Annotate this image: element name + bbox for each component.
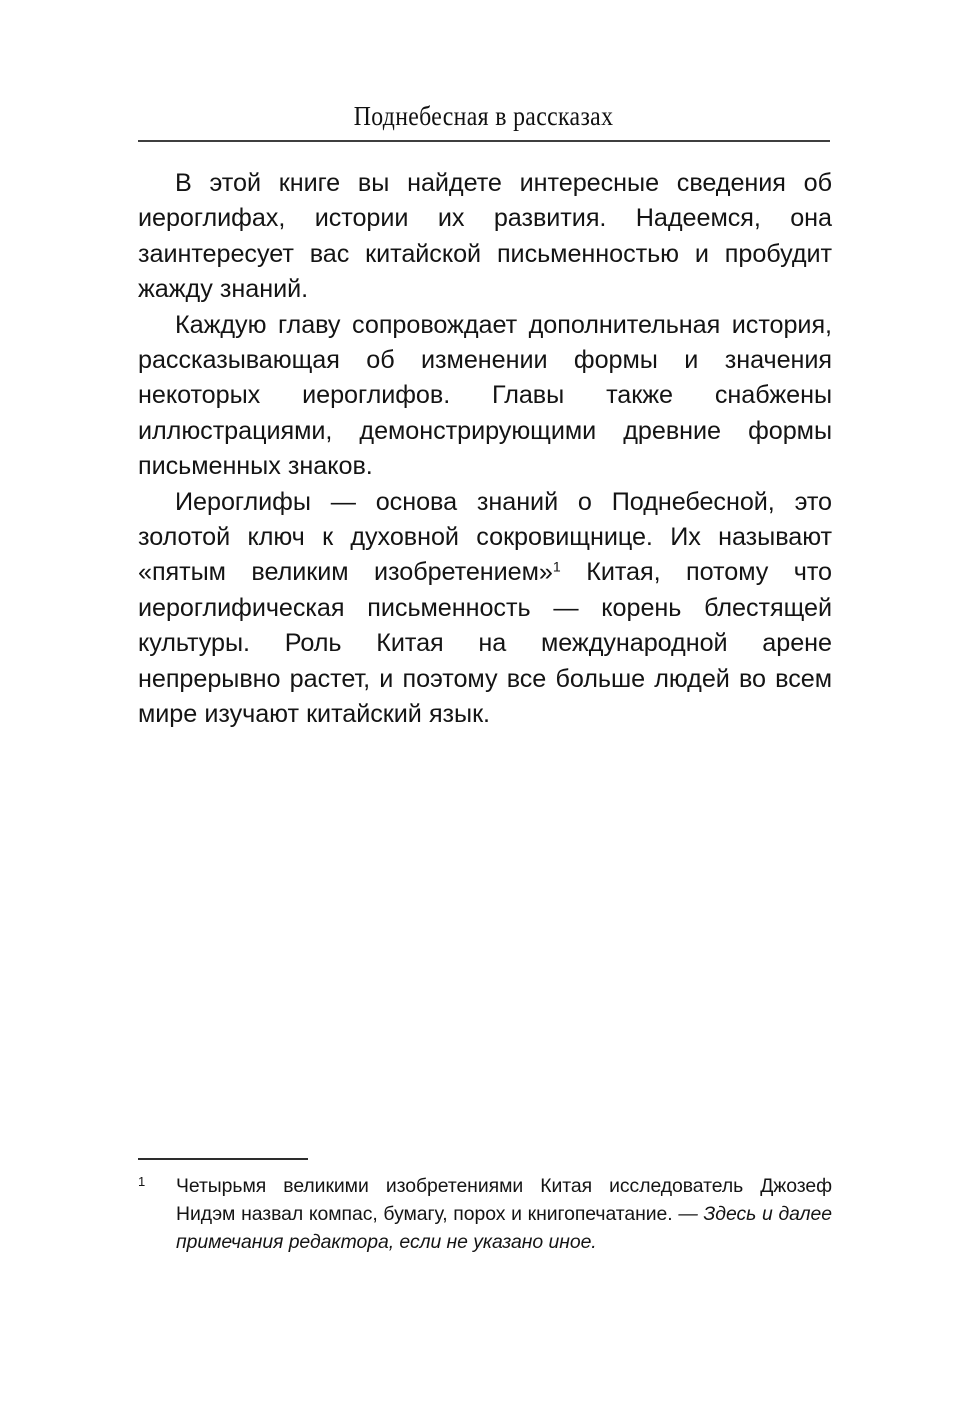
footnote-number: 1 xyxy=(138,1174,146,1189)
footnote-body-italic: — Здесь и далее примечания редактора, если не указано иное. xyxy=(176,1203,833,1253)
footnote-separator-rule xyxy=(138,1158,308,1160)
footnote-block xyxy=(138,1158,832,1256)
running-head-rule xyxy=(138,140,830,142)
footnote-body-plain: Четырьмя великими изобретениями Китая исследователь Джозеф Нидэм назвал компас, бумагу, порох и книгопечатание. xyxy=(176,1175,832,1225)
footnote-text xyxy=(138,1172,832,1256)
body-paragraph-2: Каждую главу сопровождает дополнительная история, рассказывающая об изменении формы и значения некоторых иероглифов. Главы также снабжены иллюстрациями, демонстрирующими древние формы письменных знаков. xyxy=(138,310,832,481)
body-paragraph-3-text-after-note: Китая, потому что иероглифическая письменность — корень блестящей культуры. Роль Китая на международной арене непрерывно растет, и поэтому все больше людей во всем мире изучают китайский язык. xyxy=(138,558,833,729)
body-text-column xyxy=(138,166,832,733)
running-head-title: Поднебесная в рассказах xyxy=(354,101,614,131)
footnote-reference-marker[interactable]: 1 xyxy=(552,558,561,575)
body-paragraph-3 xyxy=(138,485,832,733)
running-head xyxy=(138,100,830,132)
body-paragraph-3-text-before-note: Иероглифы — основа знаний о Поднебесной, это золотой ключ к духовной сокровищнице. Их называют «пятым великим изобретением» xyxy=(138,487,832,587)
body-paragraph-1: В этой книге вы найдете интересные сведения об иероглифах, истории их развития. Надеемся, она заинтересует вас китайской письменностью и пробудит жажду знаний. xyxy=(138,169,832,304)
